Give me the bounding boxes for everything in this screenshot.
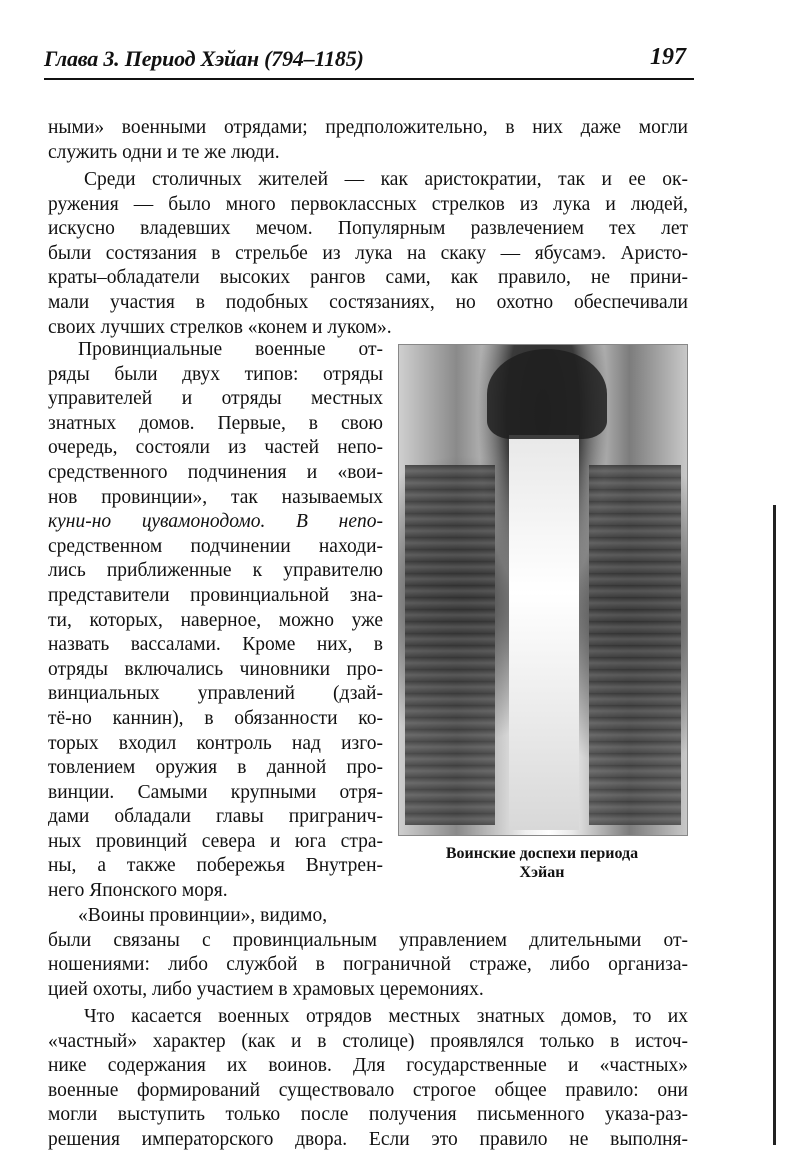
text-line: служить одни и те же люди.: [48, 141, 280, 163]
text-line: мали участия в подобных состязаниях, но охотно обеспечивали: [48, 291, 688, 313]
paragraph-3: [48, 338, 383, 904]
paragraph-1: [48, 116, 688, 165]
photo-helmet: [487, 349, 607, 439]
text-line: представители провинциальной зна-: [48, 584, 383, 606]
text-line: военные формирований существовало строгое общее правило: они: [48, 1079, 688, 1101]
text-line: могли выступить только после получения письменного указа-раз-: [48, 1104, 688, 1126]
text-line: ружения — было много первоклассных стрелков из лука и людей,: [48, 193, 688, 215]
text-line: дами обладали главы пригранич-: [48, 806, 383, 828]
text-line: своих лучших стрелков «конем и луком».: [48, 316, 392, 338]
text-line: «частный» характер (как и в столице) проявлялся только в источ-: [48, 1030, 688, 1052]
text-line: искусно владевших мечом. Популярным развлечением тех лет: [48, 218, 688, 240]
text-line: управителей и отряды местных: [48, 388, 383, 410]
page-number: 197: [650, 44, 686, 70]
text-line: винции. Самыми крупными отря-: [48, 781, 383, 803]
text-line: средственного подчинения и «вои-: [48, 461, 383, 483]
text-line: ношениями: либо службой в пограничной страже, либо организа-: [48, 954, 688, 976]
text-line: знатных домов. Первые, в свою: [48, 412, 383, 434]
text-line: лись приближенные к управителю: [48, 560, 383, 582]
photo-sleeve-left: [405, 465, 495, 825]
text-line: тё-но каннин), в обязанности ко-: [48, 707, 383, 729]
running-head: [44, 44, 694, 80]
text-line: ряды были двух типов: отряды: [48, 363, 383, 385]
armor-photo: [398, 344, 688, 836]
text-line: товлением оружия в данной про-: [48, 757, 383, 779]
text-line: ти, которых, наверное, можно уже: [48, 609, 383, 631]
text-line: нике содержания их воинов. Для государственные и «частных»: [48, 1055, 688, 1077]
text-line: «Воины провинции», видимо,: [78, 905, 328, 926]
margin-rule: [773, 505, 776, 1145]
text-line: цией охоты, либо участием в храмовых церемониях.: [48, 978, 484, 1000]
text-line: средственном подчинении находи-: [48, 535, 383, 557]
caption-line: Хэйан: [519, 864, 565, 881]
text-line: Что касается военных отрядов местных знатных домов, то их: [84, 1006, 688, 1027]
text-line: очередь, состояли из частей непо-: [48, 437, 383, 459]
text-line: него Японского моря.: [48, 880, 228, 902]
chapter-title: Глава 3. Период Хэйан (794–1185): [44, 46, 364, 71]
figure-caption: [398, 844, 686, 882]
paragraph-2: [48, 168, 688, 340]
text-line: были связаны с провинциальным управлением длительными от-: [48, 929, 688, 951]
text-line: решения императорского двора. Если это правило не выполня-: [48, 1128, 688, 1150]
caption-line: Воинские доспехи периода: [445, 845, 639, 862]
text-line: назвать вассалами. Кроме них, в: [48, 634, 383, 656]
text-line: винциальных управлений (дзай-: [48, 683, 383, 705]
text-line: торых входил контроль над изго-: [48, 732, 383, 754]
text-line: краты–обладатели высоких рангов сами, как правило, не прини-: [48, 267, 688, 289]
photo-breastplate: [509, 435, 579, 830]
paragraph-5: [48, 1005, 688, 1153]
photo-sleeve-right: [589, 465, 681, 825]
text-line: Среди столичных жителей — как аристократии, так и ее ок-: [84, 169, 688, 190]
text-line: отряды включались чиновники про-: [48, 658, 383, 680]
text-line: куни-но цувамонодомо. В непо-: [48, 511, 383, 533]
text-line: были состязания в стрельбе из лука на скаку — ябусамэ. Аристо-: [48, 242, 688, 264]
text-line: Провинциальные военные от-: [78, 339, 383, 360]
text-line: нов провинции», так называемых: [48, 486, 383, 508]
text-line: ными» военными отрядами; предположительно, в них даже могли: [48, 117, 688, 138]
text-line: ных провинций севера и юга стра-: [48, 830, 383, 852]
text-line: ны, а также побережья Внутрен-: [48, 855, 383, 877]
paragraph-4: [48, 904, 688, 1002]
